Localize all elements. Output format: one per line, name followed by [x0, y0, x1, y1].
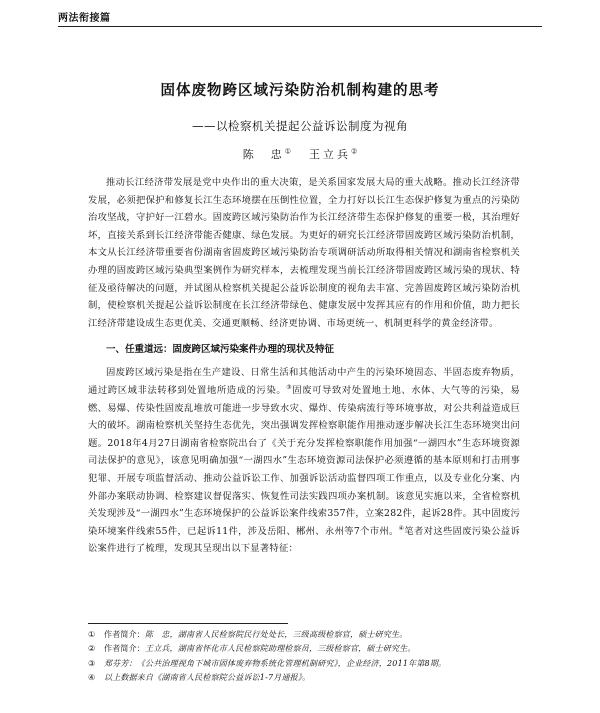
footnote-mark: ② [88, 644, 96, 654]
footnote-ref: ④ [398, 524, 405, 532]
paragraph-text: 笔者对这些固废污染公益诉讼案件进行了梳理，发现其呈现出以下显著特征： [88, 525, 520, 555]
footnote-text: 郑芬芳：《公共治理视角下城市固体废弃物系统化管理机制研究》，企业经济，2011年第8期。 [104, 658, 447, 668]
footnote [88, 671, 520, 685]
article-body [88, 174, 520, 558]
footnote [88, 628, 520, 642]
paragraph-text: 固废可导致对处置地土地、水体、大气等的污染，易燃、易爆、传染性固废乱堆放可能进一步导致水灾、爆炸、传染病流行等环境事故，对公共利益造成巨大的破坏。湖南检察机关坚持生态优先，突出强调发挥检察职能作用推动逐步解决长江生态环境突出问题。2018年4月27日湖南省检察院出台了《关于充分发挥检察职能作用加强“一湖四水”生态环境资源司法保护的意见》，该意见明确加强“一湖四水”生态环境资源司法保护必须遵循的基本原则和打击刑事犯罪、开展专项监督活动、推动公益诉讼工作、加强诉讼活动监督四项工作重点，以及专业化分案、内外部办案联动协调、检察建议督促落实、恢复性司法实践四项办案机制。该意见实施以来，全省检察机关发现涉及“一湖四水”生态环境保护的公益诉讼案件线索357件，立案282件，起诉28件。其中固废污染环境案件线索55件，已起诉11件，涉及岳阳、郴州、永州等7个市州。 [88, 384, 520, 537]
footnote [88, 657, 520, 671]
author-line [0, 146, 600, 162]
footnote-text: 王立兵，湖南省怀化市人民检察院助理检察员，三级检察官，硕士研究生。 [145, 644, 416, 654]
footnote-text: 陈 忠，湖南省人民检察院民行处处长，三级高级检察官，硕士研究生。 [145, 630, 408, 639]
section-heading: 一、任重道远：固废跨区域污染案件办理的现状及特征 [106, 344, 335, 356]
footnote-mark: ④ [88, 672, 96, 682]
paper-subtitle: ——以检察机关提起公益诉讼制度为视角 [192, 119, 408, 133]
running-head: 两法衔接篇 [58, 13, 111, 24]
paper-title: 固体废物跨区域污染防治机制构建的思考 [160, 83, 440, 99]
author-footnote-mark: ① [284, 147, 291, 156]
footnote-rule [88, 623, 288, 624]
paragraph-text: 固废跨区域污染是指在生产建设、日常生活和其他活动中产生的污染环境固态、半固态废弃物质，通过跨区域非法转移到处置地所造成的污染。 [88, 367, 520, 396]
footnote-label: 作者简介： [104, 644, 145, 654]
header-rule [58, 26, 542, 27]
footnotes [88, 628, 520, 685]
author-name: 王立兵 [309, 148, 351, 161]
footnote-ref: ③ [286, 383, 293, 391]
footnote-mark: ③ [88, 658, 96, 668]
footnote [88, 642, 520, 656]
author-footnote-mark: ② [351, 147, 358, 156]
footnote-mark: ① [88, 630, 96, 639]
body-paragraph [88, 364, 520, 558]
footnote-label: 作者简介： [104, 630, 145, 639]
footnote-text: 以上数据来自《湖南省人民检察院公益诉讼1-7月通报》。 [104, 672, 311, 682]
author-name: 陈 忠 [242, 148, 285, 161]
intro-paragraph: 推动长江经济带发展是党中央作出的重大决策，是关系国家发展大局的重大战略。推动长江经济带发展，必须把保护和修复长江生态环境摆在压倒性位置，全力打好以长江生态保护修复为重点的污染防治攻坚战，守护好一江碧水。固废跨区域污染防治作为长江经济带生态保护修复的重要一极，其治理好坏，直接关系到长江经济带能否健康、绿色发展。为更好的研究长江经济带固废跨区域污染防治机制，本文从长江经济带重要省份湖南省固废跨区域污染防治专项调研活动所取得相关情况和湖南省检察机关办理的固废跨区域污染典型案例作为研究样本，去梳理发现当前长江经济带固废跨区域污染的现状、特征及亟待解决的问题，并试图从检察机关提起公益诉讼制度的视角去丰富、完善固废跨区域污染防治机制，使检察机关提起公益诉讼制度在长江经济带绿色、健康发展中发挥其应有的作用和价值，助力把长江经济带建设成生态更优美、交通更顺畅、经济更协调、市场更统一、机制更科学的黄金经济带。 [88, 177, 520, 329]
